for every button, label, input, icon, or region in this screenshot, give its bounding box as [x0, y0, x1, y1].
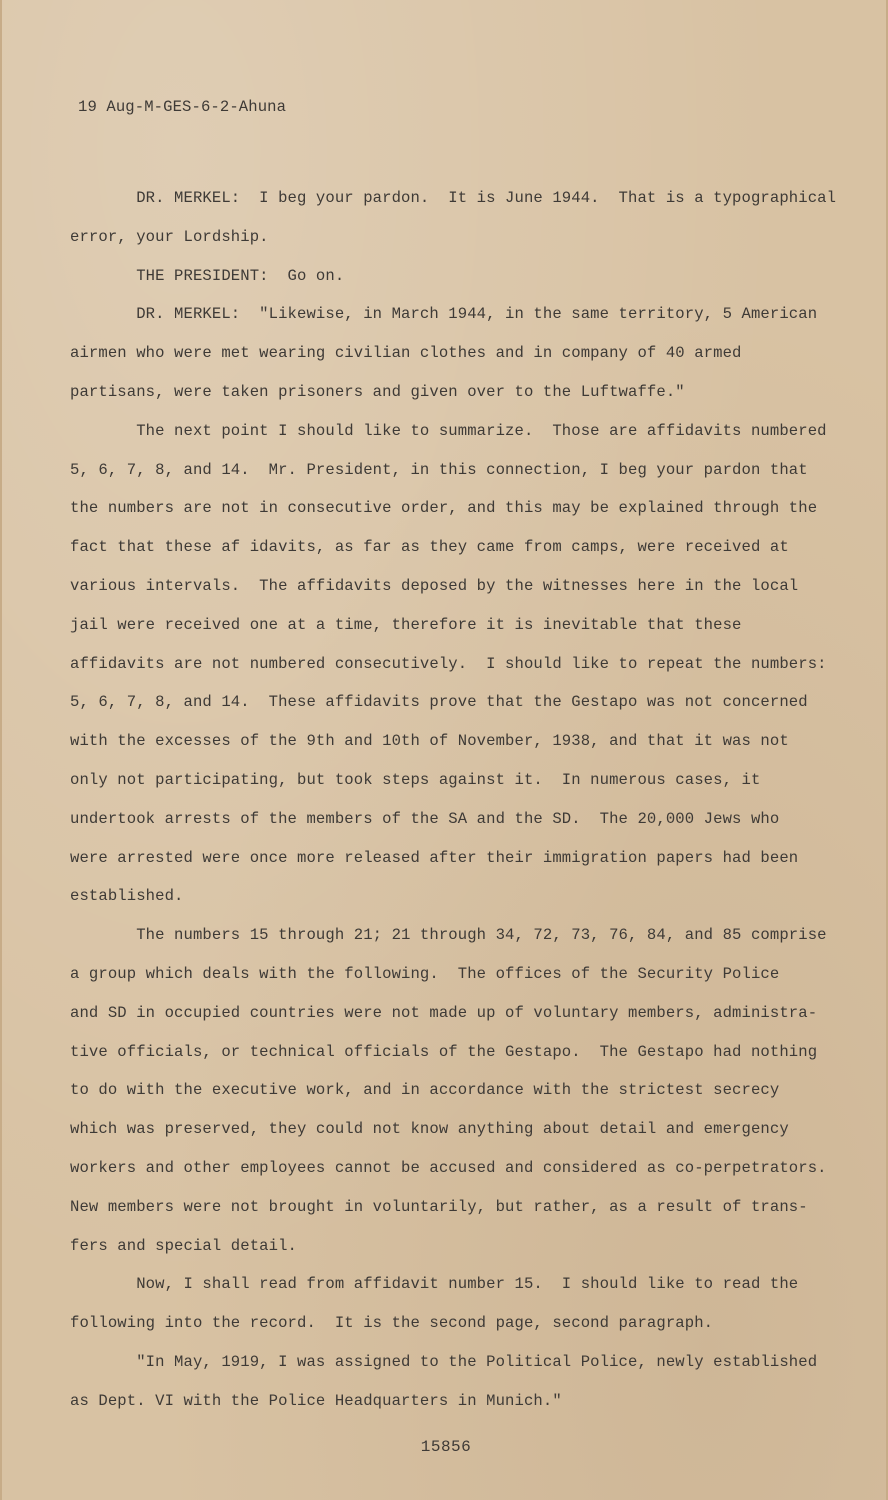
transcript-line: error, your Lordship.: [70, 227, 269, 246]
transcript-line: the numbers are not in consecutive order, and this may be explained through the: [70, 499, 818, 518]
transcript-line: undertook arrests of the members of the SA and the SD. The 20,000 Jews who: [70, 809, 780, 828]
transcript-line: Now, I shall read from affidavit number 15. I should like to read the: [70, 1275, 799, 1294]
transcript-line: fers and special detail.: [70, 1236, 297, 1255]
transcript-line: various intervals. The affidavits deposed by the witnesses here in the local: [70, 576, 799, 595]
transcript-line: THE PRESIDENT: Go on.: [70, 266, 345, 285]
transcript-line: tive officials, or technical officials of the Gestapo. The Gestapo had nothing: [70, 1042, 818, 1061]
transcript-line: airmen who were met wearing civilian clothes and in company of 40 armed: [70, 344, 742, 363]
transcript-line: only not participating, but took steps against it. In numerous cases, it: [70, 770, 761, 789]
transcript-line: 5, 6, 7, 8, and 14. Mr. President, in this connection, I beg your pardon that: [70, 460, 808, 479]
transcript-line: The next point I should like to summarize. Those are affidavits numbered: [70, 421, 827, 440]
transcript-line: jail were received one at a time, therefore it is inevitable that these: [70, 615, 742, 634]
transcript-line: which was preserved, they could not know anything about detail and emergency: [70, 1120, 789, 1139]
transcript-line: partisans, were taken prisoners and given over to the Luftwaffe.": [70, 382, 685, 401]
transcript-line: "In May, 1919, I was assigned to the Political Police, newly established: [70, 1352, 818, 1371]
transcript-line: DR. MERKEL: I beg your pardon. It is June 1944. That is a typographical: [70, 189, 837, 207]
transcript-line: fact that these af idavits, as far as they came from camps, were received at: [70, 538, 789, 557]
transcript-line: 5, 6, 7, 8, and 14. These affidavits prove that the Gestapo was not concerned: [70, 693, 808, 712]
transcript-line: with the excesses of the 9th and 10th of November, 1938, and that it was not: [70, 732, 789, 751]
transcript-line: established.: [70, 887, 184, 906]
transcript-body: [70, 179, 846, 1421]
transcript-line: a group which deals with the following. The offices of the Security Police: [70, 964, 780, 983]
transcript-line: and SD in occupied countries were not made up of voluntary members, administra-: [70, 1003, 818, 1022]
transcript-line: were arrested were once more released after their immigration papers had been: [70, 848, 799, 867]
transcript-line: to do with the executive work, and in accordance with the strictest secrecy: [70, 1081, 780, 1100]
transcript-line: The numbers 15 through 21; 21 through 34, 72, 73, 76, 84, and 85 comprise: [70, 926, 827, 945]
transcript-line: affidavits are not numbered consecutively. I should like to repeat the numbers:: [70, 654, 827, 673]
transcript-line: DR. MERKEL: "Likewise, in March 1944, in the same territory, 5 American: [70, 305, 818, 324]
transcript-line: following into the record. It is the second page, second paragraph.: [70, 1314, 714, 1333]
transcript-line: as Dept. VI with the Police Headquarters in Munich.": [70, 1391, 562, 1410]
transcript-line: New members were not brought in voluntarily, but rather, as a result of trans-: [70, 1197, 808, 1216]
transcript-line: workers and other employees cannot be accused and considered as co-perpetrators.: [70, 1158, 827, 1177]
page-number: 15856: [420, 1438, 472, 1456]
document-reference-header: 19 Aug-M-GES-6-2-Ahuna: [78, 98, 287, 116]
